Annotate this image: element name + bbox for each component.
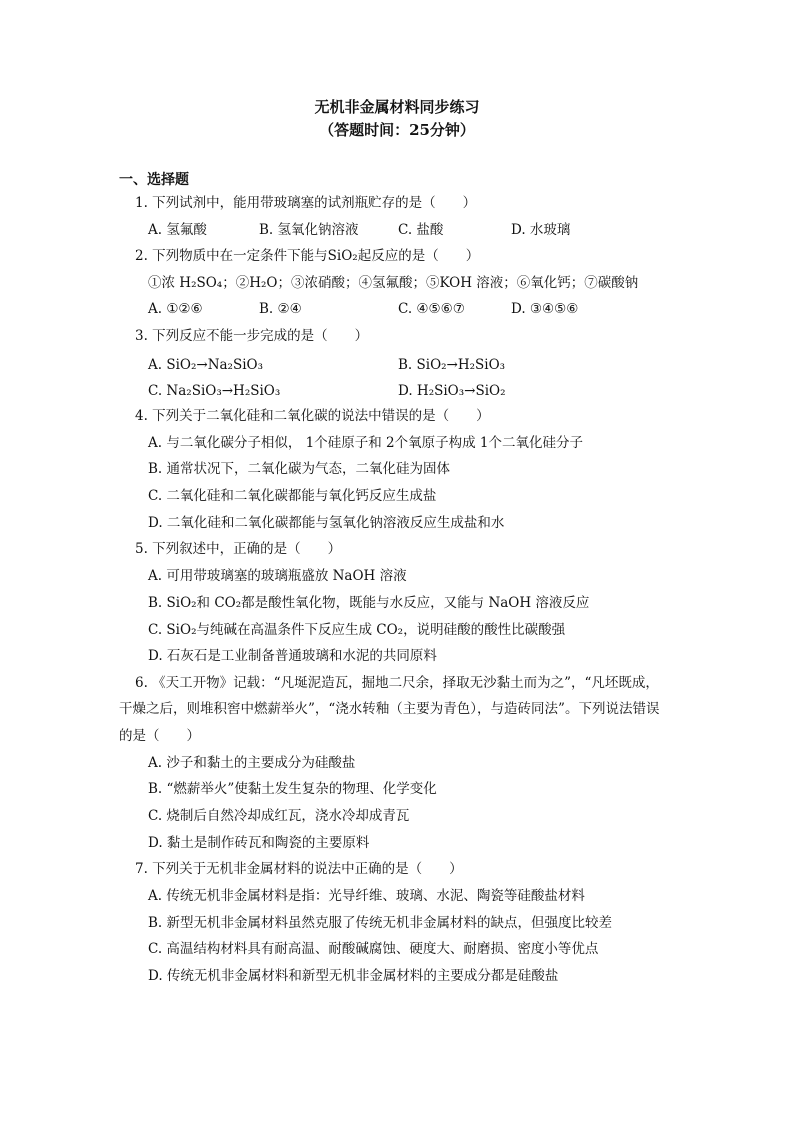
option-c: C. Na₂SiO₃→H₂SiO₃ <box>148 383 281 399</box>
option-a: A. 与二氧化碳分子相似， 1个硅原子和 2个氧原子构成 1个二氧化硅分子 <box>148 435 583 451</box>
option-a: A. 氢氟酸 <box>148 222 207 238</box>
question-stem: 6. 《天工开物》记载：“凡埏泥造瓦，掘地二尺余，择取无沙黏土而为之”，“凡坯既成， <box>135 675 659 691</box>
question-stem: 2. 下列物质中在一定条件下能与SiO₂起反应的是（ ） <box>135 248 480 264</box>
question-stem: 的是（ ） <box>119 728 200 744</box>
option-b: B. SiO₂和 CO₂都是酸性氧化物，既能与水反应，又能与 NaOH 溶液反应 <box>148 595 590 611</box>
option-a: A. ①②⑥ <box>148 301 203 317</box>
page-title: 无机非金属材料同步练习 <box>314 98 480 116</box>
question-stem: 干燥之后，则堆积窖中燃薪举火”，“浇水转釉（主要为青色），与造砖同法”。下列说法错误 <box>119 701 660 717</box>
option-d: D. 水玻璃 <box>511 222 571 238</box>
question-stem: 3. 下列反应不能一步完成的是（ ） <box>135 328 369 344</box>
question-stem: 1. 下列试剂中，能用带玻璃塞的试剂瓶贮存的是（ ） <box>135 195 477 211</box>
option-a: A. SiO₂→Na₂SiO₃ <box>148 357 264 373</box>
option-c: C. SiO₂与纯碱在高温条件下反应生成 CO₂，说明硅酸的酸性比碳酸强 <box>148 622 566 638</box>
question-substances: ①浓 H₂SO₄；②H₂O；③浓硝酸；④氢氟酸；⑤KOH 溶液；⑥氧化钙；⑦碳酸钠 <box>148 275 639 291</box>
option-b: B. 氢氧化钠溶液 <box>259 222 359 238</box>
option-c: C. 高温结构材料具有耐高温、耐酸碱腐蚀、硬度大、耐磨损、密度小等优点 <box>148 941 599 957</box>
option-d: D. 石灰石是工业制备普通玻璃和水泥的共同原料 <box>148 648 437 664</box>
option-b: B. SiO₂→H₂SiO₃ <box>398 357 506 373</box>
option-b: B. “燃薪举火”使黏土发生复杂的物理、化学变化 <box>148 781 437 797</box>
option-a: A. 可用带玻璃塞的玻璃瓶盛放 NaOH 溶液 <box>148 568 407 584</box>
option-d: D. 黏土是制作砖瓦和陶瓷的主要原料 <box>148 835 370 851</box>
question-stem: 7. 下列关于无机非金属材料的说法中正确的是（ ） <box>135 861 463 877</box>
option-b: B. ②④ <box>259 301 302 317</box>
option-c: C. 盐酸 <box>398 222 444 238</box>
section-heading: 一、选择题 <box>119 172 189 188</box>
page-subtitle: （答题时间：25分钟） <box>319 121 475 139</box>
question-stem: 4. 下列关于二氧化硅和二氧化碳的说法中错误的是（ ） <box>135 408 490 424</box>
option-d: D. 传统无机非金属材料和新型无机非金属材料的主要成分都是硅酸盐 <box>148 968 559 984</box>
option-d: D. ③④⑤⑥ <box>511 301 579 317</box>
option-d: D. 二氧化硅和二氧化碳都能与氢氧化钠溶液反应生成盐和水 <box>148 515 505 531</box>
option-b: B. 通常状况下，二氧化碳为气态，二氧化硅为固体 <box>148 461 451 477</box>
question-stem: 5. 下列叙述中，正确的是（ ） <box>135 541 342 557</box>
option-b: B. 新型无机非金属材料虽然克服了传统无机非金属材料的缺点，但强度比较差 <box>148 915 613 931</box>
option-c: C. 烧制后自然冷却成红瓦，浇水冷却成青瓦 <box>148 808 410 824</box>
option-d: D. H₂SiO₃→SiO₂ <box>398 383 506 399</box>
option-a: A. 传统无机非金属材料是指：光导纤维、玻璃、水泥、陶瓷等硅酸盐材料 <box>148 888 585 904</box>
option-c: C. ④⑤⑥⑦ <box>398 301 465 317</box>
option-c: C. 二氧化硅和二氧化碳都能与氧化钙反应生成盐 <box>148 488 437 504</box>
option-a: A. 沙子和黏土的主要成分为硅酸盐 <box>148 755 356 771</box>
